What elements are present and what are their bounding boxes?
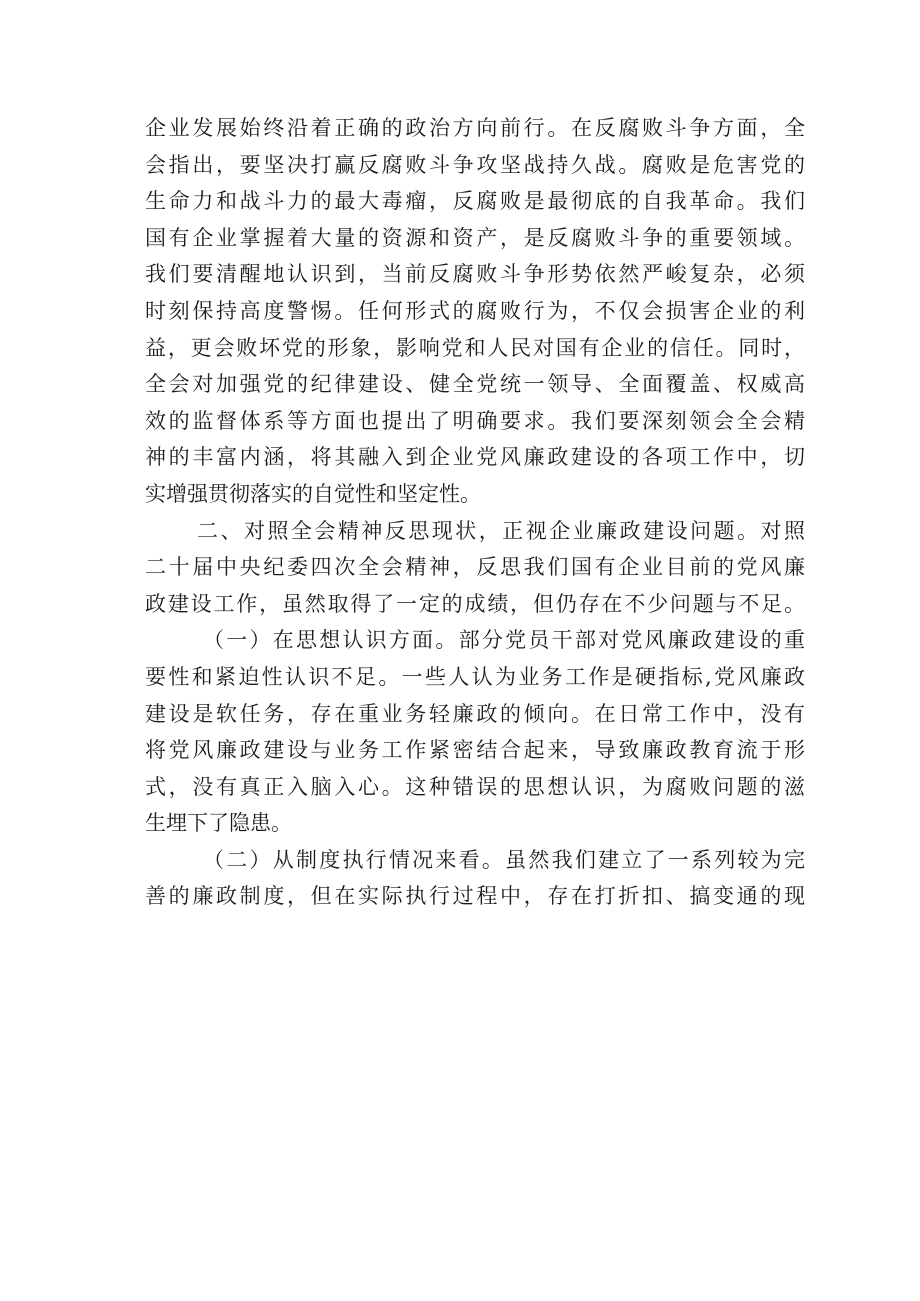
subsection-heading-line: （一）在思想认识方面。部分党员干部对党风廉政建设的重 bbox=[203, 628, 805, 653]
text-line: 效的监督体系等方面也提出了明确要求。我们要深刻领会全会精 bbox=[145, 408, 805, 433]
document-page bbox=[145, 110, 805, 915]
text-line: 实增强贯彻落实的自觉性和坚定性。 bbox=[145, 481, 481, 506]
text-line: 式，没有真正入脑入心。这种错误的思想认识，为腐败问题的滋 bbox=[145, 774, 805, 799]
text-line: 我们要清醒地认识到，当前反腐败斗争形势依然严峻复杂，必须 bbox=[145, 262, 805, 287]
text-line: 神的丰富内涵，将其融入到企业党风廉政建设的各项工作中，切 bbox=[145, 445, 805, 470]
paragraph-4 bbox=[145, 842, 805, 915]
text-line: 全会对加强党的纪律建设、健全党统一领导、全面覆盖、权威高 bbox=[145, 372, 805, 397]
text-line: 善的廉政制度，但在实际执行过程中，存在打折扣、搞变通的现 bbox=[145, 884, 805, 909]
text-line: 将党风廉政建设与业务工作紧密结合起来，导致廉政教育流于形 bbox=[145, 738, 805, 763]
text-line: 会指出，要坚决打赢反腐败斗争攻坚战持久战。腐败是危害党的 bbox=[145, 152, 805, 177]
text-line: 二十届中央纪委四次全会精神，反思我们国有企业目前的党风廉 bbox=[145, 555, 805, 580]
text-line: 企业发展始终沿着正确的政治方向前行。在反腐败斗争方面，全 bbox=[145, 116, 805, 140]
text-line: 政建设工作，虽然取得了一定的成绩，但仍存在不少问题与不足。 bbox=[145, 591, 805, 616]
paragraph-1 bbox=[145, 110, 805, 513]
section-heading-line: 二、对照全会精神反思现状，正视企业廉政建设问题。对照 bbox=[197, 518, 805, 543]
text-line: 生埋下了隐患。 bbox=[145, 811, 292, 836]
text-line: 生命力和战斗力的最大毒瘤，反腐败是最彻底的自我革命。我们 bbox=[145, 189, 805, 214]
text-line: 益，更会败坏党的形象，影响党和人民对国有企业的信任。同时， bbox=[145, 335, 805, 360]
text-line: 国有企业掌握着大量的资源和资产，是反腐败斗争的重要领域。 bbox=[145, 225, 805, 250]
text-line: 要性和紧迫性认识不足。一些人认为业务工作是硬指标,党风廉政 bbox=[145, 664, 805, 689]
subsection-heading-line: （二）从制度执行情况来看。虽然我们建立了一系列较为完 bbox=[203, 847, 805, 872]
text-line: 时刻保持高度警惕。任何形式的腐败行为，不仅会损害企业的利 bbox=[145, 298, 805, 323]
paragraph-2 bbox=[145, 513, 805, 623]
paragraph-3 bbox=[145, 622, 805, 842]
text-line: 建设是软任务，存在重业务轻廉政的倾向。在日常工作中，没有 bbox=[145, 701, 805, 726]
